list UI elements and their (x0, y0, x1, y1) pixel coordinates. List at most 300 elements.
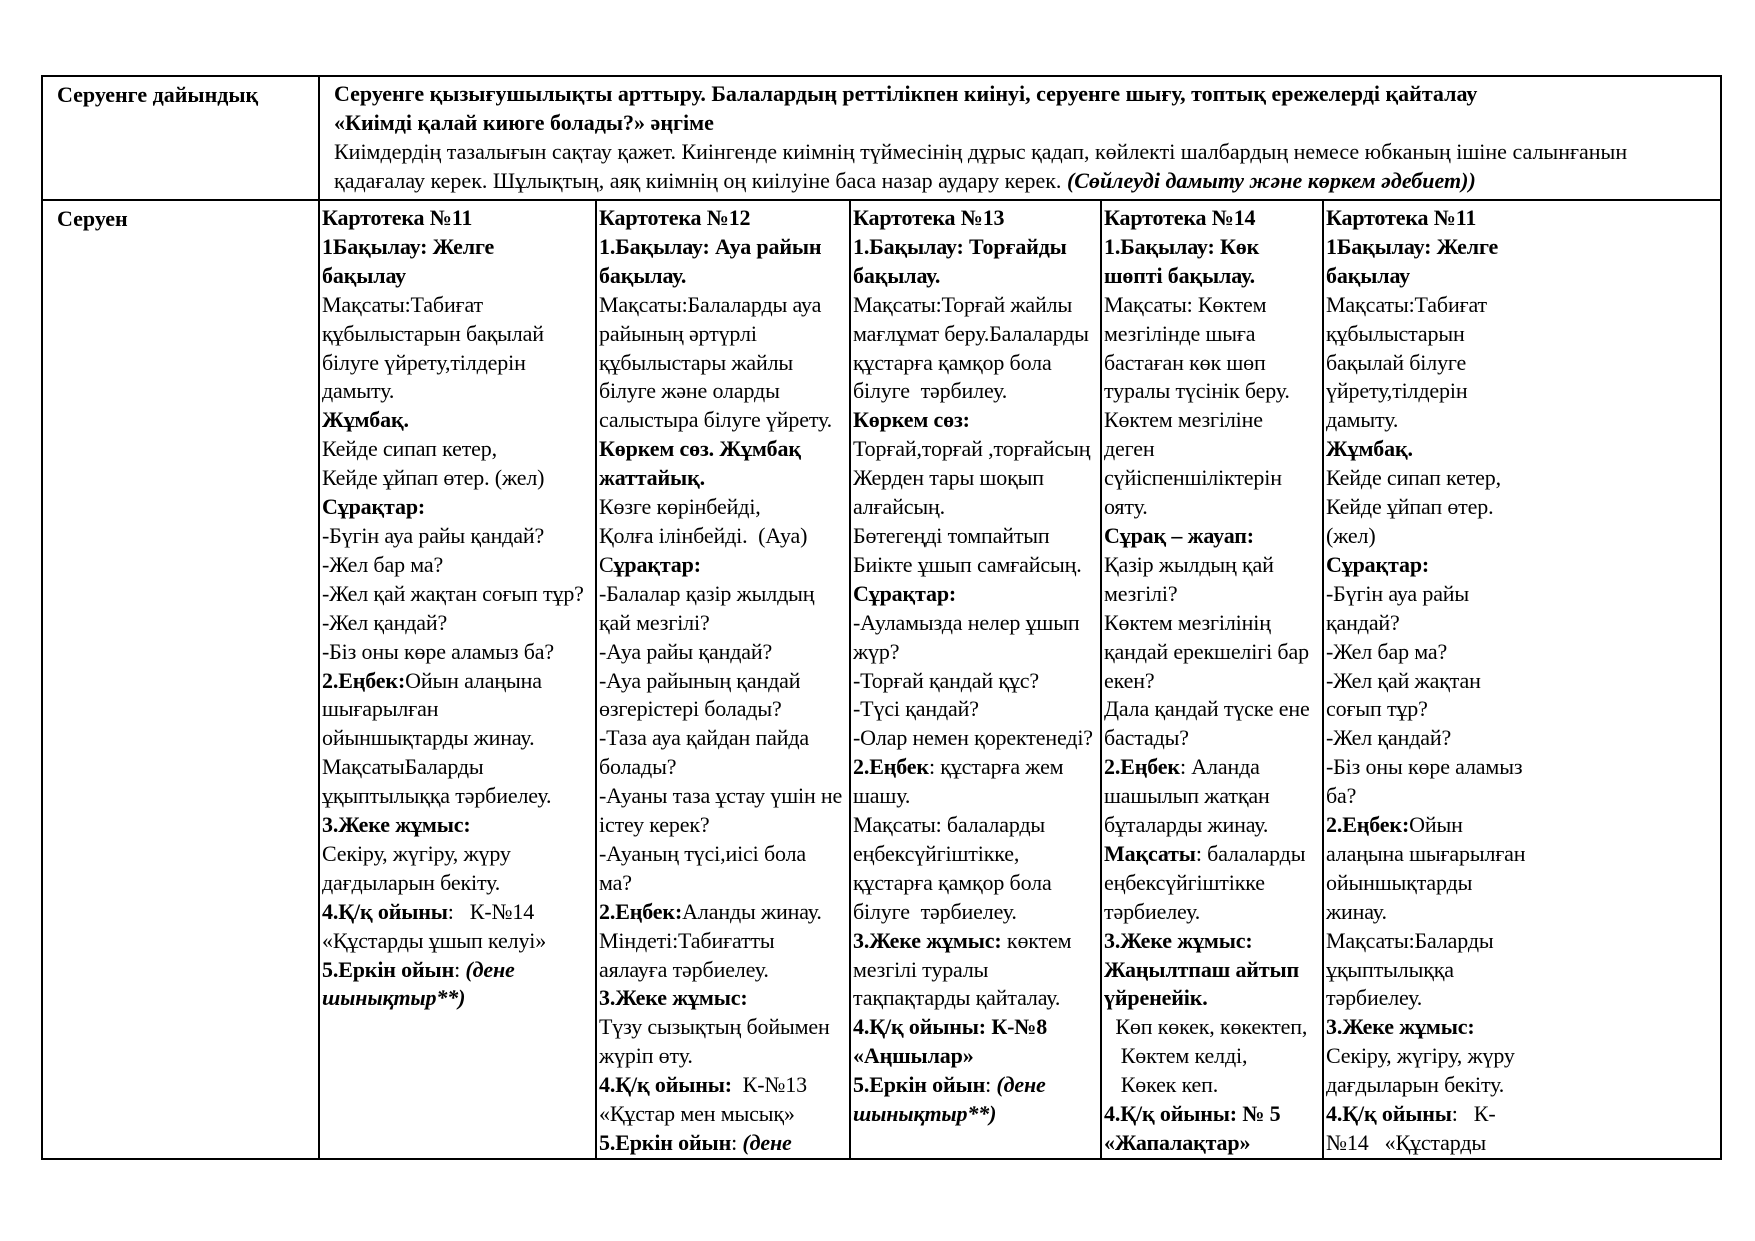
card-line (1104, 349, 1322, 378)
walk-label: Серуен (57, 206, 128, 231)
card-text: дамыту. (1326, 407, 1399, 433)
card-line (322, 869, 595, 898)
card-line (322, 580, 595, 609)
card-text: -Жел қай жақтан (1326, 667, 1481, 693)
card-line (853, 464, 1100, 493)
card-line (853, 291, 1100, 320)
card-line (1326, 406, 1720, 435)
card-line (853, 262, 1100, 291)
card-line (322, 638, 595, 667)
card-bold-text: ұрақтар: (613, 551, 701, 577)
card-text: ояту. (1104, 494, 1148, 520)
card-line (1326, 262, 1720, 291)
card-text: Жерден тары шоқып (853, 465, 1044, 491)
card-line (1104, 1013, 1322, 1042)
card-text: -Жел бар ма? (1326, 638, 1448, 664)
card-line (1104, 580, 1322, 609)
card-bold-text: 5.Еркін ойын (599, 1130, 732, 1155)
card-line (599, 782, 849, 811)
card-bold-italic-text: шынықтыр**) (322, 985, 466, 1011)
card-text: : құстарға жем (928, 754, 1064, 780)
card-text: Мақсаты: Көктем (1104, 291, 1267, 317)
card-line (1104, 1071, 1322, 1100)
card-bold-text: шөпті бақылау. (1104, 262, 1255, 288)
card-text: К-№13 (731, 1072, 807, 1098)
card-bold-text: Жұмбақ. (322, 407, 409, 433)
card-text: дамыту. (322, 378, 395, 404)
card-line (1326, 464, 1720, 493)
card-bold-text: жаттайық. (599, 465, 705, 491)
card-line (853, 1071, 1100, 1100)
card-line (599, 1071, 849, 1100)
card-title: Картотека №12 (599, 205, 751, 230)
card-text: шашылып жатқан (1104, 783, 1270, 809)
card-cell (1101, 200, 1323, 1159)
card-text: : К- (1451, 1101, 1496, 1127)
card-line (1104, 753, 1322, 782)
card-line (1326, 320, 1720, 349)
card-text: -Біз оны көре аламыз (1326, 754, 1523, 780)
card-line (1326, 377, 1720, 406)
card-cell (319, 200, 596, 1159)
card-line (599, 262, 849, 291)
card-text: -Жел қандай? (322, 609, 448, 635)
card-text: Қазір жылдың қай (1104, 551, 1274, 577)
card-line (322, 667, 595, 696)
card-line (599, 609, 849, 638)
card-line (1104, 782, 1322, 811)
card-text: Бөтегеңді томпайтып (853, 522, 1050, 548)
card-bold-text: Көркем сөз: (853, 407, 970, 433)
card-text: шығарылған (322, 696, 439, 722)
card-bold-text: 1.Бақылау: Көк (1104, 233, 1260, 259)
card-line (853, 349, 1100, 378)
card-line (853, 869, 1100, 898)
card-text: -Түсі қандай? (853, 696, 979, 722)
card-line (1326, 956, 1720, 985)
card-line (322, 840, 595, 869)
card-text: -Жел қандай? (1326, 725, 1452, 751)
card-line (1326, 233, 1720, 262)
card-text: қай мезгілі? (599, 609, 710, 635)
card-line (1104, 956, 1322, 985)
card-line (599, 1042, 849, 1071)
card-line (1326, 638, 1720, 667)
card-line (599, 320, 849, 349)
card-line (1104, 667, 1322, 696)
card-line (853, 1013, 1100, 1042)
card-line (1104, 435, 1322, 464)
card-bold-text: 1.Бақылау: Ауа райын (599, 233, 822, 259)
card-line (599, 551, 849, 580)
card-line (1326, 349, 1720, 378)
card-line (322, 349, 595, 378)
card-text: Түзу сызықтың бойымен (599, 1014, 830, 1040)
card-line (1104, 464, 1322, 493)
card-text: Мақсаты:Баларды (1326, 927, 1494, 953)
card-line (599, 956, 849, 985)
card-text: Көктем мезгілінің (1104, 609, 1271, 635)
card-bold-text: 2.Еңбек: (1326, 812, 1410, 838)
card-text: еңбексүйгіштікке (1104, 869, 1265, 895)
card-text: білуге тәрбиелеу. (853, 898, 1017, 924)
card-bold-italic-text: (дене (742, 1130, 792, 1155)
card-cell (1323, 200, 1721, 1159)
card-line (1104, 724, 1322, 753)
card-text: дағдыларын бекіту. (1326, 1072, 1505, 1098)
card-text: -Торғай қандай құс? (853, 667, 1039, 693)
card-text: -Ауаны таза ұстау үшін не (599, 783, 843, 809)
prep-title-line2: «Киімді қалай киюге болады?» әңгіме (334, 110, 714, 135)
card-text: : К-№14 (447, 898, 535, 924)
card-text: бұталарды жинау. (1104, 812, 1269, 838)
card-line (599, 233, 849, 262)
card-title: Картотека №14 (1104, 205, 1256, 230)
card-line (1326, 898, 1720, 927)
plan-table (41, 75, 1722, 1160)
card-line (599, 724, 849, 753)
card-line (1326, 291, 1720, 320)
card-bold-text: 2.Еңбек (1104, 754, 1180, 780)
card-text: Мақсаты:Балаларды ауа (599, 291, 822, 317)
card-line (599, 869, 849, 898)
card-line (1104, 262, 1322, 291)
card-line (1326, 1042, 1720, 1071)
card-text: -Балалар қазір жылдың (599, 580, 815, 606)
card-title: Картотека №11 (322, 205, 473, 230)
card-line (322, 464, 595, 493)
card-line (853, 811, 1100, 840)
card-text: Дала қандай түске ене (1104, 696, 1310, 722)
card-line (322, 435, 595, 464)
card-text: Мақсаты:Табиғат (322, 291, 483, 317)
card-bold-italic-text: (дене (996, 1072, 1046, 1098)
card-line (853, 724, 1100, 753)
card-bold-text: Жұмбақ. (1326, 436, 1413, 462)
card-text: білуге үйрету,тілдерін (322, 349, 526, 375)
card-text: : (985, 1072, 997, 1098)
card-text: Көктем келді, (1110, 1043, 1248, 1069)
card-text: Көп көкек, көкектеп, (1110, 1014, 1308, 1040)
card-line (322, 782, 595, 811)
card-line (599, 811, 849, 840)
card-line (599, 753, 849, 782)
card-text: жүр? (853, 638, 900, 664)
card-line (853, 927, 1100, 956)
card-text: Мақсаты:Табиғат (1326, 291, 1487, 317)
prep-label-cell (42, 76, 319, 200)
card-line (1104, 984, 1322, 1013)
card-line (853, 580, 1100, 609)
card-line (1326, 724, 1720, 753)
card-bold-text: 3.Жеке жұмыс: (1326, 1014, 1475, 1040)
card-bold-text: 4.Қ/қ ойыны: К-№8 (853, 1014, 1048, 1040)
card-text: -Таза ауа қайдан пайда (599, 725, 809, 751)
card-text: -Бүгін ауа райы (1326, 580, 1470, 606)
card-text: мағлұмат беру.Балаларды (853, 320, 1089, 346)
card-text: «Құстар мен мысық» (599, 1101, 795, 1127)
card-line (853, 233, 1100, 262)
card-line (322, 984, 595, 1013)
card-line (1104, 869, 1322, 898)
card-text: Ойын (1409, 812, 1463, 838)
card-line (853, 551, 1100, 580)
card-line (322, 320, 595, 349)
card-text: ойыншықтарды жинау. (322, 725, 535, 751)
card-line (853, 898, 1100, 927)
card-line (599, 1100, 849, 1129)
card-line (1104, 551, 1322, 580)
card-bold-text: 5.Еркін ойын (853, 1072, 986, 1098)
card-text: «Құстарды ұшып келуі» (322, 927, 547, 953)
card-line (853, 782, 1100, 811)
card-text: жинау. (1326, 898, 1387, 924)
card-bold-text: 3.Жеке жұмыс: (322, 812, 471, 838)
card-line (322, 956, 595, 985)
card-line (1326, 1129, 1720, 1158)
prep-body (334, 137, 1706, 195)
card-text: еңбексүйгіштікке, (853, 840, 1020, 866)
card-line (1104, 638, 1322, 667)
card-line (1326, 1071, 1720, 1100)
card-text: МақсатыБаларды (322, 754, 484, 780)
card-text: сүйіспеншіліктерін (1104, 465, 1282, 491)
prep-content-cell (319, 76, 1721, 200)
card-line (599, 984, 849, 1013)
card-line (322, 927, 595, 956)
card-line (853, 522, 1100, 551)
card-text: қандай? (1326, 609, 1400, 635)
card-bold-text: 4.Қ/қ ойыны (322, 898, 448, 924)
card-line (599, 291, 849, 320)
card-line (853, 956, 1100, 985)
card-line (853, 695, 1100, 724)
card-text: тәрбиелеу. (1104, 898, 1201, 924)
card-line (599, 1129, 849, 1158)
card-bold-text: Көркем сөз. Жұмбақ (599, 436, 801, 462)
walk-label-cell (42, 200, 319, 1159)
card-line (1326, 984, 1720, 1013)
card-line (322, 898, 595, 927)
card-line (599, 406, 849, 435)
card-line (1104, 1129, 1322, 1158)
card-line (853, 638, 1100, 667)
card-line (1104, 840, 1322, 869)
card-text: тақпақтарды қайталау. (853, 985, 1061, 1011)
card-text: Секіру, жүгіру, жүру (322, 840, 511, 866)
card-bold-text: Жаңылтпаш айтып (1104, 956, 1300, 982)
card-text: Кейде ұйпап өтер. (жел) (322, 465, 545, 491)
card-text: ұқыптылыққа тәрбиелеу. (322, 783, 552, 809)
card-bold-text: Сұрақ – жауап: (1104, 522, 1254, 548)
card-line (853, 406, 1100, 435)
card-line (1104, 291, 1322, 320)
card-line (853, 609, 1100, 638)
card-text: алаңына шығарылған (1326, 840, 1526, 866)
card-line (1326, 811, 1720, 840)
card-text: №14 «Құстарды (1326, 1130, 1487, 1155)
card-text: -Біз оны көре аламыз ба? (322, 638, 554, 664)
card-text: туралы түсінік беру. (1104, 378, 1290, 404)
card-bold-text: 1Бақылау: Желге (1326, 233, 1499, 259)
card-line (1326, 1100, 1720, 1129)
card-text: Кейде ұйпап өтер. (1326, 494, 1494, 520)
card-bold-text: 3.Жеке жұмыс: (1104, 927, 1253, 953)
card-title: Картотека №13 (853, 205, 1005, 230)
card-bold-text: 3.Жеке жұмыс: (599, 985, 748, 1011)
card-bold-text: 2.Еңбек (853, 754, 929, 780)
card-bold-text: «Аңшылар» (853, 1043, 974, 1069)
card-bold-text: 4.Қ/қ ойыны: № 5 (1104, 1101, 1281, 1127)
card-line (1326, 695, 1720, 724)
card-text: -Ауламызда нелер ұшып (853, 609, 1080, 635)
card-text: Ойын алаңына (405, 667, 542, 693)
card-text: : Аланда (1179, 754, 1260, 780)
card-bold-text: 2.Еңбек: (599, 898, 683, 924)
card-bold-text: «Жапалақтар» (1104, 1130, 1251, 1155)
card-title: Картотека №11 (1326, 205, 1477, 230)
card-line (322, 551, 595, 580)
prep-title-line1: Серуенге қызығушылықты арттыру. Балалардың реттілікпен киінуі, серуенге шығу, топтық ережелерді қайталау (334, 81, 1478, 106)
card-text: -Ауа райы қандай? (599, 638, 773, 664)
card-line (1104, 320, 1322, 349)
card-line (322, 406, 595, 435)
card-line (853, 840, 1100, 869)
card-bold-text: 5.Еркін ойын (322, 956, 455, 982)
card-text: шашу. (853, 783, 911, 809)
card-bold-text: 1Бақылау: Желге (322, 233, 495, 259)
card-line (599, 493, 849, 522)
card-text: Кейде сипап кетер, (322, 436, 497, 462)
card-text: бақылай білуге (1326, 349, 1467, 375)
card-text: үйрету,тілдерін (1326, 378, 1468, 404)
card-line (1326, 927, 1720, 956)
card-line (1326, 1013, 1720, 1042)
prep-body-text: Киімдердің тазалығын сақтау қажет. Киінгенде киімнің түймесінің дұрыс қадап, көйлекті шалбардың немесе юбканың ішіне салынғанын қадағалау керек. Шұлықтың, аяқ киімнің оң киілуіне баса назар аудару керек. (334, 139, 1628, 193)
card-text: мезгілі? (1104, 580, 1178, 606)
card-line (599, 1013, 849, 1042)
card-text: жүріп өту. (599, 1043, 693, 1069)
card-bold-text: Сұрақтар: (853, 580, 957, 606)
card-line (1326, 869, 1720, 898)
card-text: дағдыларын бекіту. (322, 869, 501, 895)
card-line (599, 695, 849, 724)
card-bold-text: 4.Қ/қ ойыны: (599, 1072, 732, 1098)
card-bold-text: Сұрақтар: (1326, 551, 1430, 577)
card-text: : (731, 1130, 743, 1155)
card-text: болады? (599, 754, 677, 780)
card-text: қандай ерекшелігі бар (1104, 638, 1309, 664)
card-line (853, 320, 1100, 349)
card-text: мезгілінде шыға (1104, 320, 1256, 346)
card-bold-text: бақылау. (853, 262, 941, 288)
card-text: Көзге көрінбейді, (599, 494, 761, 520)
card-text: ұқыптылыққа (1326, 956, 1454, 982)
card-line (1326, 753, 1720, 782)
card-text: : балаларды (1195, 840, 1306, 866)
card-line (853, 667, 1100, 696)
card-text: Қолға ілінбейді. (Ауа) (599, 522, 808, 548)
card-text: тәрбиелеу. (1326, 985, 1423, 1011)
card-line (599, 377, 849, 406)
card-text: Биікте ұшып самғайсың. (853, 551, 1082, 577)
card-text: -Бүгін ауа райы қандай? (322, 522, 545, 548)
card-text: өзгерістері болады? (599, 696, 782, 722)
card-bold-text: бақылау (322, 262, 407, 288)
card-bold-italic-text: шынықтыр**) (853, 1101, 997, 1127)
card-line (599, 898, 849, 927)
card-line (1104, 522, 1322, 551)
card-text: Міндеті:Табиғатты (599, 927, 775, 953)
card-line (322, 493, 595, 522)
card-line (1326, 609, 1720, 638)
card-line (599, 464, 849, 493)
card-text: құбылыстарын бақылай (322, 320, 544, 346)
card-bold-text: 1.Бақылау: Торғайды (853, 233, 1067, 259)
card-line (1104, 1042, 1322, 1071)
card-text: ойыншықтарды (1326, 869, 1473, 895)
card-text: алғайсың. (853, 494, 945, 520)
card-line (322, 753, 595, 782)
card-text: соғып тұр? (1326, 696, 1428, 722)
card-text: -Жел қай жақтан соғып тұр? (322, 580, 584, 606)
card-text: салыстыра білуге үйрету. (599, 407, 833, 433)
card-line (1326, 667, 1720, 696)
card-text: құстарға қамқор бола (853, 349, 1052, 375)
card-line (1104, 695, 1322, 724)
card-line (1326, 522, 1720, 551)
prep-label: Серуенге дайындық (57, 82, 259, 107)
card-line (599, 435, 849, 464)
card-text: райының әртүрлі (599, 320, 757, 346)
card-text: Көктем мезгіліне (1104, 407, 1263, 433)
card-line (853, 1042, 1100, 1071)
card-line (1326, 580, 1720, 609)
card-cell (850, 200, 1101, 1159)
card-bold-text: бақылау (1326, 262, 1411, 288)
walk-row (42, 200, 1721, 1159)
card-line (853, 753, 1100, 782)
card-line (853, 1100, 1100, 1129)
card-text: Аланды жинау. (682, 898, 822, 924)
card-cell (596, 200, 850, 1159)
card-text: -Олар немен қоректенеді? (853, 725, 1093, 751)
card-text: -Ауаның түсі,иісі бола (599, 840, 807, 866)
card-text: : (454, 956, 466, 982)
card-line (599, 522, 849, 551)
card-text: Секіру, жүгіру, жүру (1326, 1043, 1515, 1069)
card-line (322, 724, 595, 753)
card-line (1104, 609, 1322, 638)
card-text: көктем (1001, 927, 1072, 953)
card-line (1326, 840, 1720, 869)
card-bold-text: үйренейік. (1104, 985, 1208, 1011)
card-bold-text: Мақсаты (1104, 840, 1196, 866)
card-text: құбылыстарын (1326, 320, 1465, 346)
card-text: екен? (1104, 667, 1155, 693)
card-line (322, 291, 595, 320)
card-text: бастаған көк шөп (1104, 349, 1266, 375)
card-line (322, 695, 595, 724)
card-line (599, 580, 849, 609)
card-line (1104, 1100, 1322, 1129)
card-text: білуге және оларды (599, 378, 780, 404)
card-bold-italic-text: (дене (465, 956, 515, 982)
plan-sheet (41, 75, 1720, 1160)
card-line (1104, 233, 1322, 262)
card-text: -Жел бар ма? (322, 551, 444, 577)
card-bold-text: 3.Жеке жұмыс: (853, 927, 1002, 953)
